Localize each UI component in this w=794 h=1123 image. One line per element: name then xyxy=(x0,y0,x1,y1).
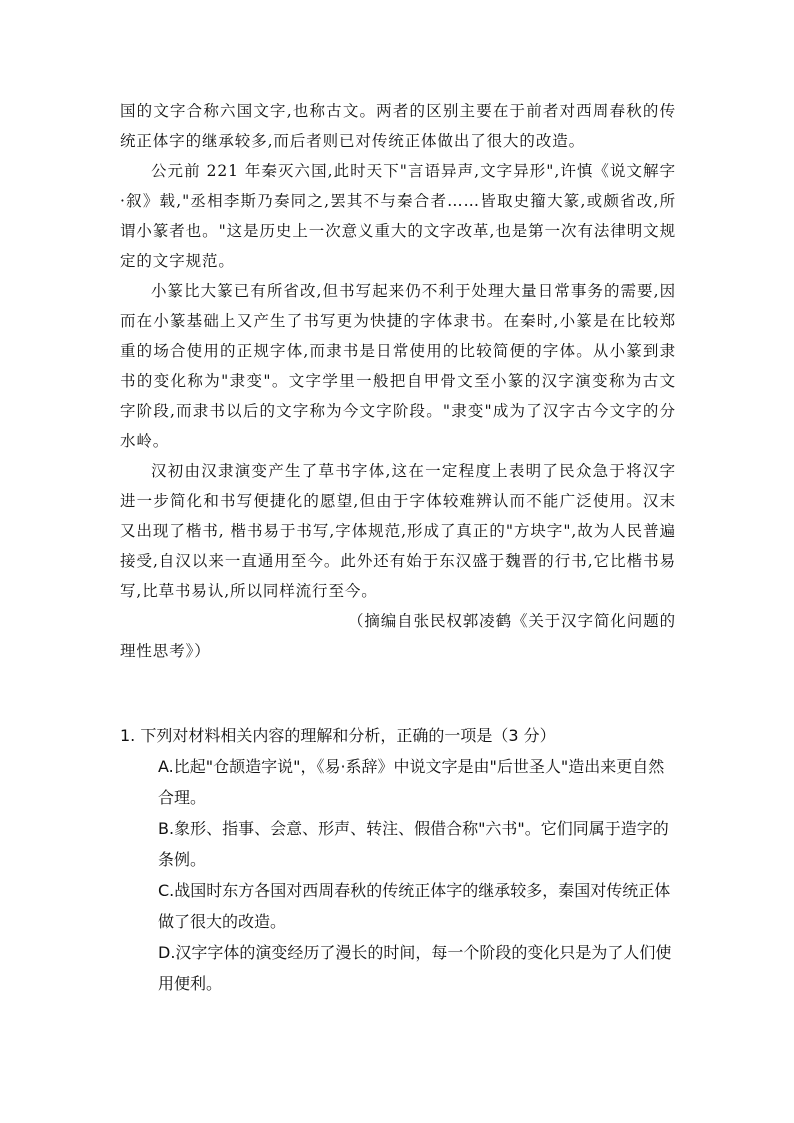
source-citation-line-1: （摘编自张民权郭凌鹤《关于汉字简化问题的 xyxy=(347,612,676,630)
paragraph-1: 国的文字合称六国文字,也称古文。两者的区别主要在于前者对西周春秋的传统正体字的继承较多,而后者则已对传统正体做出了很大的改造。 xyxy=(120,102,676,150)
option-b: B.象形、指事、会意、形声、转注、假借合称"六书"。它们同属于造字的条例。 xyxy=(158,819,669,869)
reading-passage xyxy=(120,96,676,666)
paragraph-3: 小篆比大篆已有所省改,但书写起来仍不利于处理大量日常事务的需要,因而在小篆基础上又产生了书写更为快捷的字体隶书。在秦时,小篆是在比较郑重的场合使用的正规字体,而隶书是日常使用的比较简便的字体。从小篆到隶书的变化称为"隶变"。文字学里一般把自甲骨文至小篆的汉字演变称为古文字阶段,而隶书以后的文字称为今文字阶段。"隶变"成为了汉字古今文字的分水岭。 xyxy=(120,282,676,450)
source-citation-line-2: 理性思考》） xyxy=(120,642,211,660)
question-stem: 1. 下列对材料相关内容的理解和分析，正确的一项是（3 分） xyxy=(120,726,556,745)
option-c: C.战国时东方各国对西周春秋的传统正体字的继承较多，秦国对传统正体做了很大的改造。 xyxy=(158,881,671,931)
paragraph-4: 汉初由汉隶演变产生了草书字体,这在一定程度上表明了民众急于将汉字进一步简化和书写便捷化的愿望,但由于字体较难辨认而不能广泛使用。汉末又出现了楷书, 楷书易于书写,字体规范,形成了真正的"方块字",故为人民普遍接受,自汉以来一直通用至今。此外还有始于东汉盛于魏晋的行书,它比楷书易写,比草书易认,所以同样流行至今。 xyxy=(120,462,676,600)
question-1 xyxy=(120,720,680,999)
option-a: A.比起"仓颉造字说"，《易·系辞》中说文字是由"后世圣人"造出来更自然合理。 xyxy=(158,757,665,807)
paragraph-2: 公元前 221 年秦灭六国,此时天下"言语异声,文字异形",许慎《说文解字·叙》载,"丞相李斯乃奏同之,罢其不与秦合者……皆取史籀大篆,或颇省改,所谓小篆者也。"这是历史上一次意义重大的文字改革,也是第一次有法律明文规定的文字规范。 xyxy=(120,162,676,270)
option-d: D.汉字字体的演变经历了漫长的时间，每一个阶段的变化只是为了人们使用便利。 xyxy=(158,943,672,993)
